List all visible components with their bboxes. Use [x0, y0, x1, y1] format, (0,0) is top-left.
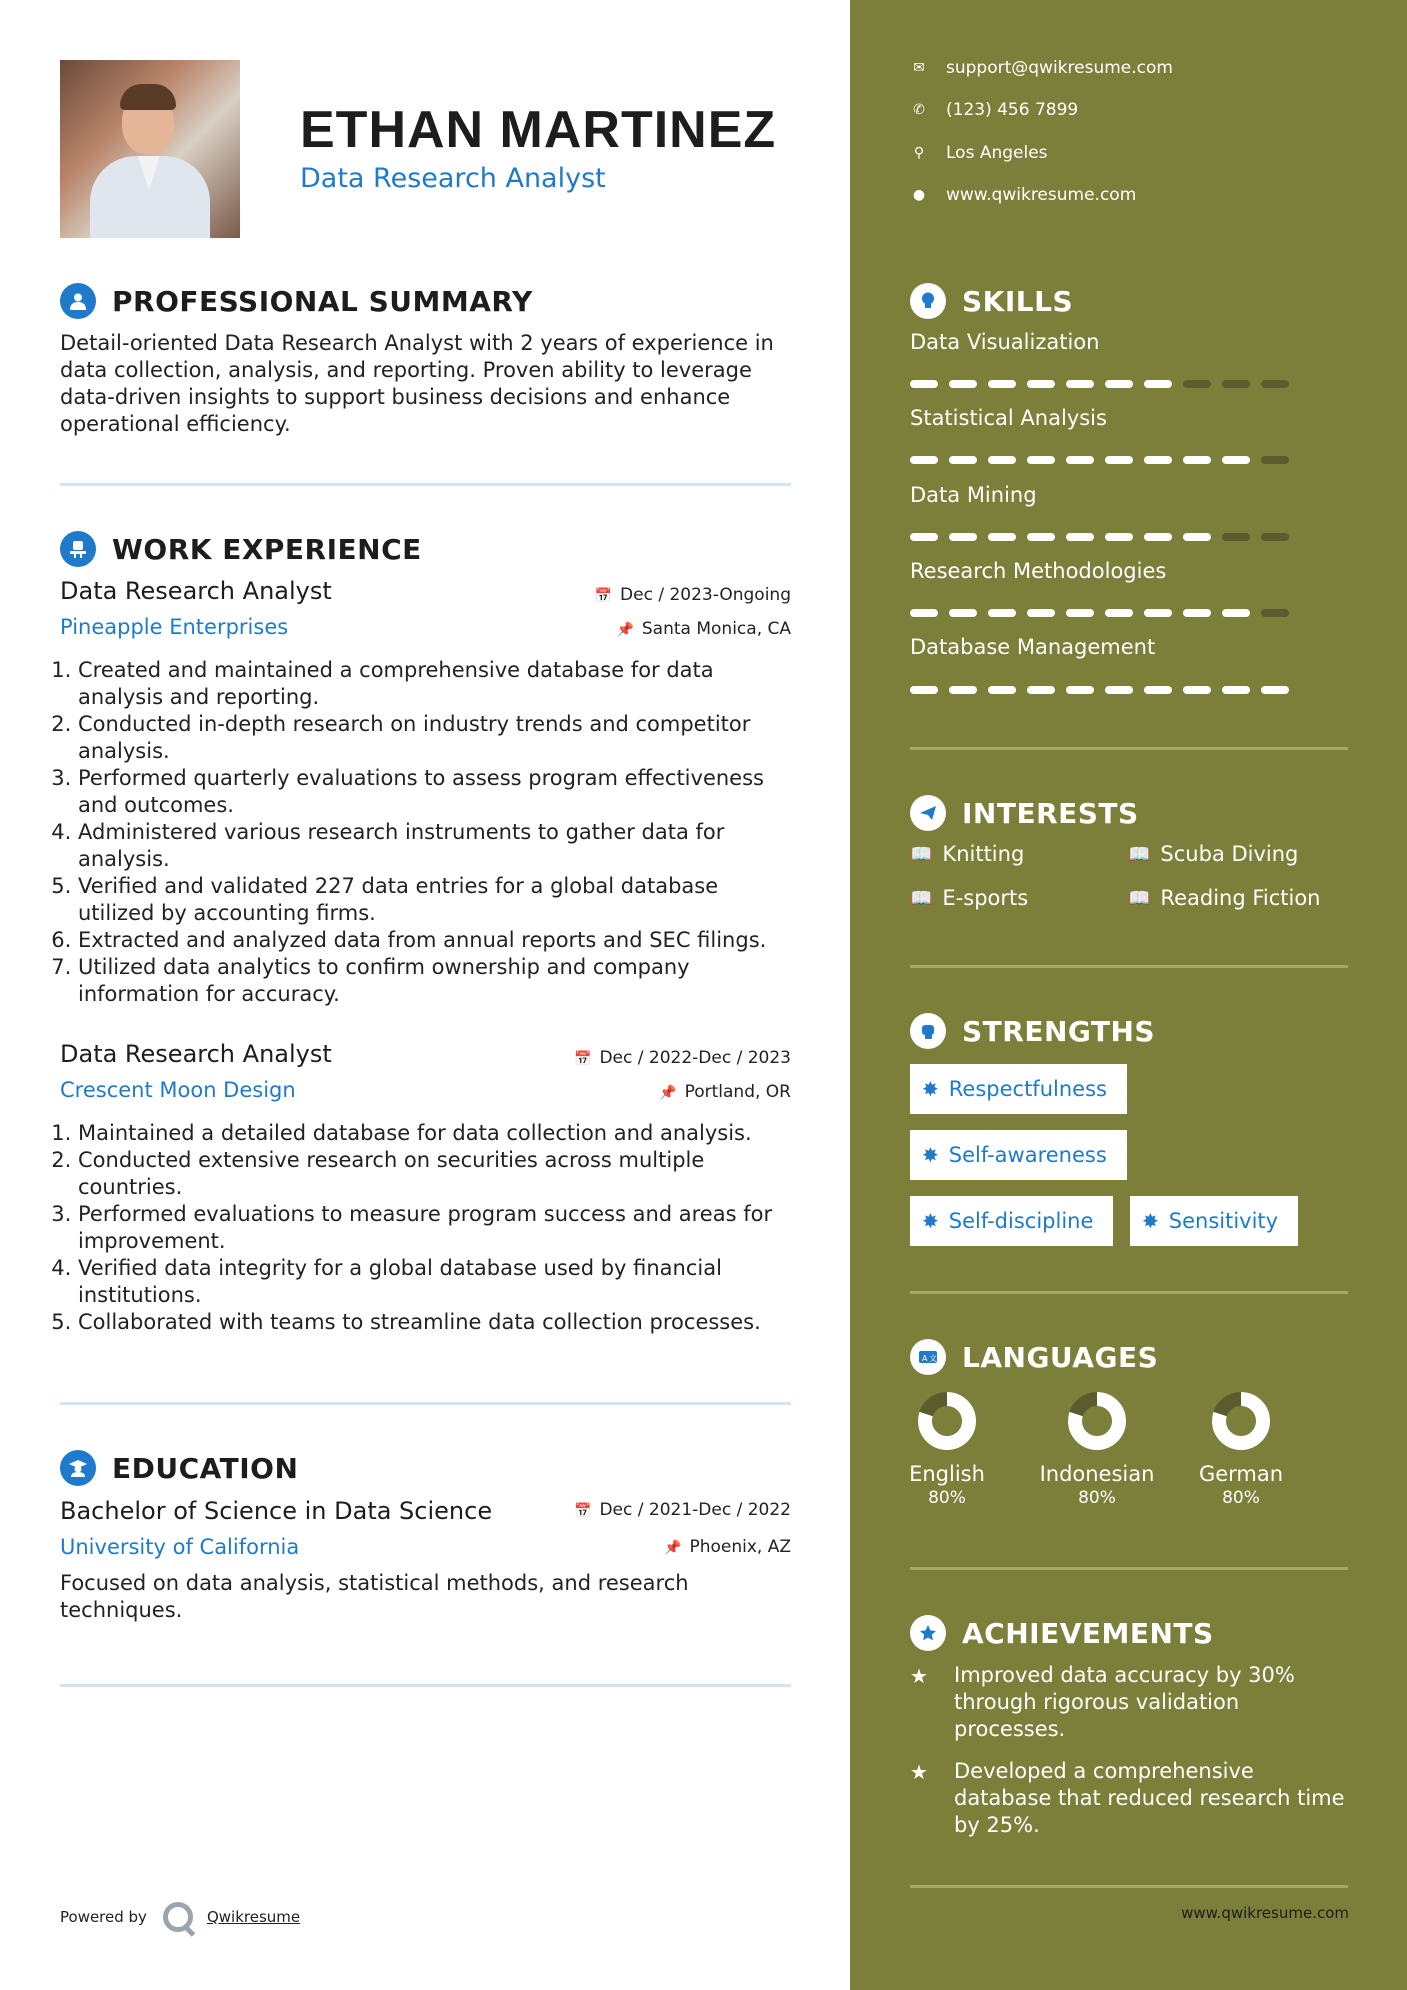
skill-dot-filled	[1144, 456, 1172, 464]
list-item: 7. Utilized data analytics to confirm ownership and company information for accuracy.	[78, 954, 800, 1008]
list-item: 5. Verified and validated 227 data entries for a global database utilized by accounting firms.	[78, 873, 800, 927]
list-item: 1. Created and maintained a comprehensive database for data analysis and reporting.	[78, 657, 800, 711]
list-item: 3. Performed evaluations to measure program success and areas for improvement.	[78, 1201, 800, 1255]
skill-name: Research Methodologies	[910, 559, 1167, 583]
paper-plane-icon	[910, 795, 946, 831]
education-date: 📅 Dec / 2021-Dec / 2022	[574, 1500, 791, 1520]
skill-dot-filled	[1183, 609, 1211, 617]
skill-dot-filled	[1222, 686, 1250, 694]
skill-level	[910, 533, 1289, 541]
experience-heading	[60, 531, 422, 567]
achievement-item: ★ Developed a comprehensive database that reduced research time by 25%.	[910, 1759, 1345, 1837]
skills-heading	[910, 283, 1073, 319]
book-icon: 📖	[910, 843, 933, 865]
job-responsibilities	[60, 1120, 800, 1336]
interest-item: 📖 E-sports	[910, 886, 1029, 910]
star-badge-icon	[910, 1615, 946, 1651]
svg-text:文: 文	[929, 1354, 937, 1363]
skill-dot-filled	[949, 686, 977, 694]
skill-dot-filled	[910, 609, 938, 617]
badge-icon: ✸	[922, 1077, 939, 1101]
section-divider	[60, 483, 791, 486]
lightbulb-icon	[910, 283, 946, 319]
pin-icon: 📌	[664, 1540, 682, 1556]
strength-chip: ✸ Respectfulness	[910, 1064, 1127, 1114]
list-item: 4. Administered various research instruments to gather data for analysis.	[78, 819, 800, 873]
interest-item: 📖 Scuba Diving	[1128, 842, 1299, 866]
degree: Bachelor of Science in Data Science	[60, 1497, 493, 1525]
list-item: 5. Collaborated with teams to streamline data collection processes.	[78, 1309, 800, 1336]
svg-text:A: A	[922, 1354, 928, 1363]
footer-url[interactable]: www.qwikresume.com	[1181, 1904, 1349, 1922]
list-item: 2. Conducted in-depth research on industry trends and competitor analysis.	[78, 711, 800, 765]
language-donut	[1210, 1390, 1272, 1452]
skill-dot-empty	[1222, 533, 1250, 541]
experience-title: WORK EXPERIENCE	[112, 532, 422, 566]
achievement-item: ★ Improved data accuracy by 30% through rigorous validation processes.	[910, 1663, 1295, 1741]
interests-heading	[910, 795, 1139, 831]
skill-dot-filled	[988, 533, 1016, 541]
skill-dot-filled	[988, 609, 1016, 617]
skill-dot-filled	[1183, 533, 1211, 541]
job-title: Data Research Analyst	[60, 1040, 332, 1068]
skill-dot-filled	[1066, 380, 1094, 388]
contact-location: ⚲ Los Angeles	[910, 143, 1048, 163]
envelope-icon: ✉	[913, 60, 925, 76]
graduate-icon	[60, 1450, 96, 1486]
section-divider	[910, 1885, 1348, 1888]
calendar-icon: 📅	[574, 1051, 592, 1067]
skill-level	[910, 686, 1289, 694]
shooting-star-icon: ★	[910, 1760, 928, 1784]
skill-dot-filled	[1144, 609, 1172, 617]
language-value: 80%	[928, 1488, 966, 1508]
section-divider	[910, 747, 1348, 750]
skill-dot-filled	[988, 686, 1016, 694]
education-location: 📌 Phoenix, AZ	[664, 1537, 791, 1557]
user-icon	[60, 283, 96, 319]
interests-title: INTERESTS	[962, 796, 1139, 830]
shooting-star-icon: ★	[910, 1664, 928, 1688]
skill-dot-empty	[1261, 533, 1289, 541]
skill-name: Database Management	[910, 635, 1156, 659]
globe-icon: ●	[912, 187, 926, 203]
language-item	[887, 1390, 1007, 1508]
job-company: Crescent Moon Design	[60, 1078, 296, 1102]
brand-link[interactable]: Qwikresume	[206, 1908, 301, 1926]
contact-phone[interactable]: ✆ (123) 456 7899	[910, 100, 1078, 120]
skill-dot-filled	[1222, 609, 1250, 617]
job-date: 📅 Dec / 2023-Ongoing	[594, 585, 791, 605]
skill-dot-empty	[1222, 380, 1250, 388]
skill-dot-filled	[1066, 533, 1094, 541]
strength-chip: ✸ Self-discipline	[910, 1196, 1113, 1246]
skill-dot-filled	[949, 456, 977, 464]
skill-dot-filled	[1222, 456, 1250, 464]
list-item: 2. Conducted extensive research on securities across multiple countries.	[78, 1147, 800, 1201]
contact-email[interactable]: ✉ support@qwikresume.com	[910, 58, 1173, 78]
list-item: 4. Verified data integrity for a global database used by financial institutions.	[78, 1255, 800, 1309]
job-date: 📅 Dec / 2022-Dec / 2023	[574, 1048, 791, 1068]
language-value: 80%	[1222, 1488, 1260, 1508]
school: University of California	[60, 1535, 300, 1559]
book-icon: 📖	[1128, 843, 1151, 865]
interest-item: 📖 Reading Fiction	[1128, 886, 1321, 910]
job-location: 📌 Portland, OR	[659, 1082, 791, 1102]
skill-dot-filled	[1027, 380, 1055, 388]
language-name: English	[909, 1462, 985, 1486]
skill-dot-filled	[910, 380, 938, 388]
pin-icon: 📌	[659, 1085, 677, 1101]
skill-name: Data Mining	[910, 483, 1037, 507]
language-donut	[1066, 1390, 1128, 1452]
list-item: 3. Performed quarterly evaluations to assess program effectiveness and outcomes.	[78, 765, 800, 819]
skill-dot-filled	[1105, 456, 1133, 464]
skill-dot-filled	[949, 609, 977, 617]
strengths-heading	[910, 1013, 1155, 1049]
summary-text: Detail-oriented Data Research Analyst with 2 years of experience in data collection, analysis, and reporting. Proven ability to leverage data-driven insights to support business decisions and enhance operational efficiency.	[60, 331, 774, 436]
job-title: Data Research Analyst	[60, 577, 332, 605]
skill-dot-filled	[910, 533, 938, 541]
summary-heading	[60, 283, 533, 319]
skill-level	[910, 456, 1289, 464]
skill-dot-filled	[1066, 686, 1094, 694]
job-location: 📌 Santa Monica, CA	[616, 619, 791, 639]
skill-dot-filled	[1027, 533, 1055, 541]
badge-icon: ✸	[922, 1209, 939, 1233]
section-divider	[910, 1567, 1348, 1570]
contact-website[interactable]: ● www.qwikresume.com	[910, 185, 1136, 205]
skill-dot-filled	[1027, 456, 1055, 464]
section-divider	[910, 1291, 1348, 1294]
profile-photo	[60, 60, 240, 238]
skill-dot-filled	[1027, 686, 1055, 694]
job-company: Pineapple Enterprises	[60, 615, 289, 639]
strength-chip: ✸ Self-awareness	[910, 1130, 1127, 1180]
translate-icon	[910, 1339, 946, 1375]
skill-dot-filled	[1144, 380, 1172, 388]
skill-dot-empty	[1261, 456, 1289, 464]
education-title: EDUCATION	[112, 1451, 299, 1485]
section-divider	[60, 1684, 791, 1687]
languages-heading	[910, 1339, 1158, 1375]
candidate-role: Data Research Analyst	[300, 163, 606, 194]
qwikresume-logo-icon	[163, 1902, 193, 1932]
summary-title: PROFESSIONAL SUMMARY	[112, 284, 533, 318]
badge-icon: ✸	[922, 1143, 939, 1167]
phone-icon: ✆	[913, 102, 925, 118]
language-value: 80%	[1078, 1488, 1116, 1508]
section-divider	[60, 1402, 791, 1405]
skill-dot-filled	[988, 380, 1016, 388]
fist-icon	[910, 1013, 946, 1049]
pin-icon: 📌	[616, 622, 634, 638]
education-heading	[60, 1450, 298, 1486]
skill-dot-filled	[1105, 686, 1133, 694]
book-icon: 📖	[1128, 887, 1151, 909]
skill-dot-filled	[1066, 456, 1094, 464]
education-text: Focused on data analysis, statistical methods, and research techniques.	[60, 1571, 689, 1622]
skill-dot-filled	[910, 686, 938, 694]
language-item	[1181, 1390, 1301, 1508]
skill-dot-empty	[1261, 609, 1289, 617]
strength-chip: ✸ Sensitivity	[1130, 1196, 1298, 1246]
badge-icon: ✸	[1142, 1209, 1159, 1233]
skill-dot-filled	[1027, 609, 1055, 617]
strengths-title: STRENGTHS	[962, 1014, 1156, 1048]
calendar-icon: 📅	[594, 588, 613, 604]
language-item	[1037, 1390, 1157, 1508]
skill-dot-filled	[1105, 380, 1133, 388]
map-pin-icon: ⚲	[913, 145, 925, 161]
skill-dot-filled	[1183, 456, 1211, 464]
skill-dot-filled	[910, 456, 938, 464]
language-name: German	[1198, 1462, 1284, 1486]
skill-level	[910, 380, 1289, 388]
skill-dot-filled	[1144, 533, 1172, 541]
calendar-icon: 📅	[574, 1503, 592, 1519]
skill-name: Data Visualization	[910, 330, 1100, 354]
powered-by-label: Powered by	[60, 1908, 147, 1926]
language-donut	[916, 1390, 978, 1452]
achievements-heading	[910, 1615, 1214, 1651]
skill-dot-filled	[1105, 533, 1133, 541]
skill-dot-filled	[1261, 686, 1289, 694]
skill-dot-filled	[1144, 686, 1172, 694]
skills-title: SKILLS	[962, 284, 1074, 318]
briefcase-icon	[60, 531, 96, 567]
skill-dot-filled	[1066, 609, 1094, 617]
skill-dot-filled	[949, 533, 977, 541]
skill-dot-empty	[1261, 380, 1289, 388]
skill-level	[910, 609, 1289, 617]
skill-dot-filled	[988, 456, 1016, 464]
skill-dot-filled	[1183, 686, 1211, 694]
list-item: 6. Extracted and analyzed data from annual reports and SEC filings.	[78, 927, 800, 954]
list-item: 1. Maintained a detailed database for data collection and analysis.	[78, 1120, 800, 1147]
interest-item: 📖 Knitting	[910, 842, 1025, 866]
languages-title: LANGUAGES	[962, 1340, 1159, 1374]
skill-dot-filled	[1105, 609, 1133, 617]
job-responsibilities	[60, 657, 800, 1008]
book-icon: 📖	[910, 887, 933, 909]
powered-by	[60, 1902, 300, 1932]
section-divider	[910, 965, 1348, 968]
language-name: Indonesian	[1039, 1462, 1155, 1486]
skill-name: Statistical Analysis	[910, 406, 1107, 430]
achievements-title: ACHIEVEMENTS	[962, 1616, 1214, 1650]
candidate-name: ETHAN MARTINEZ	[300, 101, 777, 159]
skill-dot-empty	[1183, 380, 1211, 388]
skill-dot-filled	[949, 380, 977, 388]
sidebar	[850, 0, 1407, 1990]
